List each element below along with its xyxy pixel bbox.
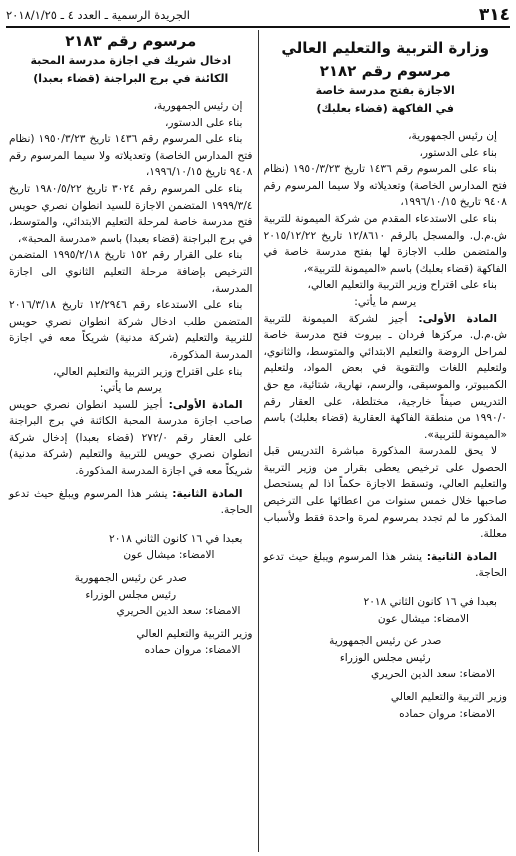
- pm-title: رئيس مجلس الوزراء: [339, 651, 431, 664]
- page-header: [6, 4, 510, 28]
- decree-title: مرسوم رقم ٢١٨٣: [65, 32, 197, 50]
- article-2-text: ينشر هذا المرسوم ويبلغ حيث تدعو الحاجة.: [263, 550, 507, 580]
- signature-minister: الامضاء: مروان حماده: [144, 644, 241, 657]
- preamble-proposal: بناء على اقتراح وزير التربية والتعليم العالي،: [53, 365, 243, 378]
- article-2-label: المادة الثانية:: [172, 487, 243, 500]
- article-1-label: المادة الأولى:: [418, 312, 497, 325]
- preamble-constitution: بناء على الدستور،: [164, 116, 243, 129]
- preamble-proposal: بناء على اقتراح وزير التربية والتعليم العالي،: [307, 279, 497, 292]
- signing-date: بعبدا في ١٦ كانون الثاني ٢٠١٨: [109, 532, 243, 545]
- minister-title: وزير التربية والتعليم العالي: [390, 691, 507, 703]
- signature-pm: الامضاء: سعد الدين الحريري: [116, 605, 241, 618]
- issued-by: صدر عن رئيس الجمهورية: [329, 635, 442, 648]
- signing-date: بعبدا في ١٦ كانون الثاني ٢٠١٨: [363, 596, 497, 609]
- license-condition: لا يحق للمدرسة المذكورة مباشرة التدريس قبل الحصول على ترخيص يعطى بقرار من وزير التربية والتعليم العالي، وتسقط الاجازة حكماً اذا لم يستحصل صاحبها خلال خمس سنوات من اعطائها على الترخيص المذكور ما لم تجدد بمرسوم لمرة واحدة فقط ولأسباب معللة.: [263, 445, 507, 541]
- preamble-decree-1436: بناء على المرسوم رقم ١٤٣٦ تاريخ ١٩٥٠/٣/٢٣ (نظام فتح المدارس الخاصة) وتعديلاته ولا سيما المرسوم رقم ٩٤٠٨ تاريخ ١٩٩٦/١٠/١٥،: [9, 133, 253, 179]
- article-1-text: أجيز للسيد انطوان نصري حويس صاحب اجازة مدرسة المحبة الكائنة في برج البراجنة على العقار رقم ٢٧٢/٠ (قضاء بعبدا) إدخال شركة انطوان نصري حويس للتربية والتعليم (شركة مدنية) شريكاً معه في اجازة المدرسة المذكورة.: [9, 398, 253, 478]
- preamble-application: بناء على الاستدعاء المقدم من شركة الميمونة للتربية ش.م.ل. والمسجل بالرقم ١٢/٨٦١٠ تاريخ ٢٠١٥/١٢/٢٢ والمتضمن طلب الاجازة لها بفتح مدرسة خاصة في الفاكهة (قضاء بعلبك) باسم «الميمونة للتربية»،: [263, 212, 507, 275]
- article-1: [264, 311, 508, 444]
- decree-2183-column: [6, 30, 256, 852]
- issued-by: صدر عن رئيس الجمهورية: [74, 572, 187, 585]
- article-1-label: المادة الأولى:: [168, 398, 243, 411]
- article-1: [9, 397, 253, 480]
- columns: [6, 30, 510, 852]
- preamble-constitution: بناء على الدستور،: [419, 146, 497, 159]
- publication-info: الجريدة الرسمية ـ العدد ٤ ـ ٢٠١٨/١/٢٥: [6, 8, 190, 22]
- preamble-decision-152: بناء على القرار رقم ١٥٢ تاريخ ١٩٩٥/٢/١٨ المتضمن الترخيص بإضافة مرحلة التعليم الثانوي الى اجازة المدرسة،: [9, 249, 253, 295]
- article-2: [264, 549, 508, 582]
- signature-president: الامضاء: ميشال عون: [123, 549, 215, 562]
- preamble-president: إن رئيس الجمهورية،: [153, 100, 243, 112]
- preamble-application: بناء على الاستدعاء رقم ١٢/٢٩٤٦ تاريخ ٢٠١٦/٣/١٨ المتضمن طلب ادخال شركة انطوان نصري حويس للتربية والتعليم (شركة مدنية) شريكاً معه في اجازة المدرسة المذكورة،: [9, 299, 253, 361]
- article-1-text: أجيز لشركة الميمونة للتربية ش.م.ل. مركزها فردان ـ بيروت فتح مدرسة خاصة لمراحل الروضة والتعليم الابتدائي والمتوسط، والثانوي، ولتعليم اللغات والتقوية في بعض المواد، ولتعليم الكمبيوتر، والموسيقى، والرسم، نهارية، شتائية، مع حق التدريس صيفاً خارجية، مختلطة، على العقار رقم ١٩٩٠/٠ من منطقة الفاكهة العقارية (قضاء بعلبك) باسم «الميمونة للتربية».: [263, 312, 507, 441]
- preamble-decree-1436: بناء على المرسوم رقم ١٤٣٦ تاريخ ١٩٥٠/٣/٢٣ (نظام فتح المدارس الخاصة) وتعديلاته ولا سيما المرسوم رقم ٩٤٠٨ تاريخ ١٩٩٦/١٠/١٥،: [263, 163, 507, 209]
- preamble-president: إن رئيس الجمهورية،: [408, 130, 497, 142]
- decree-subject: الاجازة بفتح مدرسة خاصة في الفاكهة (قضاء بعلبك): [315, 84, 455, 115]
- article-2: [9, 486, 253, 519]
- pm-title: رئيس مجلس الوزراء: [85, 588, 177, 601]
- decree-2182-column: [261, 30, 511, 852]
- article-2-label: المادة الثانية:: [426, 550, 497, 563]
- article-2-text: ينشر هذا المرسوم ويبلغ حيث تدعو الحاجة.: [9, 487, 253, 517]
- decrees-following: يرسم ما يأتي:: [99, 382, 162, 395]
- signature-minister: الامضاء: مروان حماده: [399, 707, 495, 720]
- column-separator: [258, 30, 259, 852]
- decrees-following: يرسم ما يأتي:: [354, 295, 417, 308]
- page-number: ٣١٤: [478, 5, 510, 25]
- ministry-title: وزارة التربية والتعليم العالي: [281, 39, 490, 57]
- signature-president: الامضاء: ميشال عون: [377, 612, 469, 625]
- decree-title: مرسوم رقم ٢١٨٢: [319, 62, 451, 80]
- signature-pm: الامضاء: سعد الدين الحريري: [371, 668, 495, 681]
- decree-subject: ادخال شريك في اجازة مدرسة المحبة الكائنة في برج البراجنة (قضاء بعبدا): [30, 54, 232, 85]
- minister-title: وزير التربية والتعليم العالي: [136, 627, 253, 640]
- preamble-decree-3024: بناء على المرسوم رقم ٣٠٢٤ تاريخ ١٩٨٠/٥/٢٢ تاريخ ١٩٩٩/٣/٤ المتضمن الاجازة للسيد انطوان نصري حويس فتح مدرسة خاصة لمرحلة التعليم الابتدائي، والمتوسط، في برج البراجنة (قضاء بعبدا) باسم «مدرسة المحبة»،: [9, 182, 253, 245]
